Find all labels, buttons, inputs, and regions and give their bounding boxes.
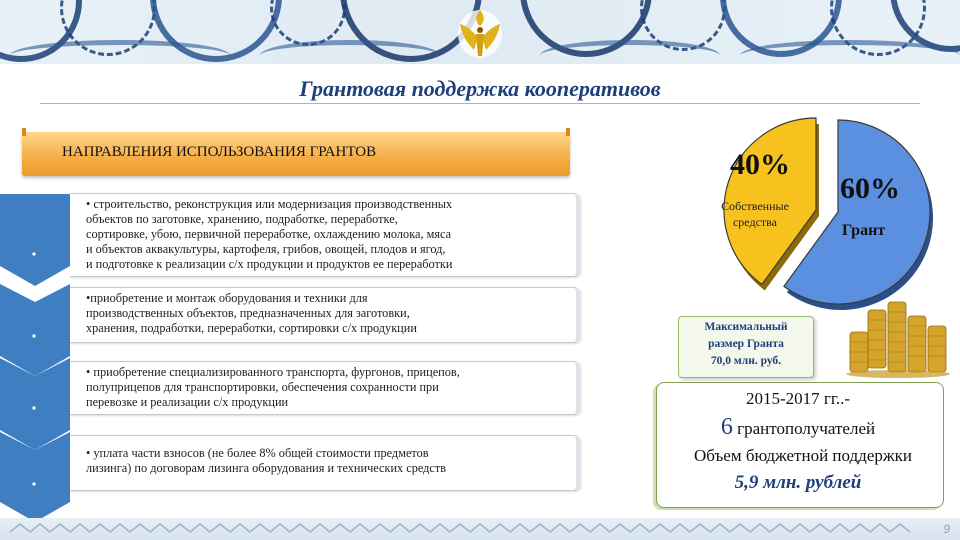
item-text-line: • уплата части взносов (не более 8% общей стоимости предметов bbox=[86, 446, 429, 460]
budget-value: 5,9 млн. рублей bbox=[734, 472, 862, 493]
item-text-line: и подготовке к реализации с/х продукции и продуктов ее переработки bbox=[86, 257, 453, 271]
decorative-footer-band bbox=[0, 518, 960, 540]
item-text-line: объектов по заготовке, хранению, подработке, переработке, bbox=[86, 212, 398, 226]
list-chevron bbox=[0, 194, 70, 286]
title-divider bbox=[40, 103, 920, 104]
item-text-line: • строительство, реконструкция или модернизация производственных bbox=[86, 197, 453, 211]
item-text-line: сортировке, убою, первичной переработке, охлаждению молока, мяса bbox=[86, 227, 452, 241]
summary-recipients bbox=[650, 414, 946, 441]
own-funds-label bbox=[706, 198, 804, 230]
item-text-line: лизинга) по договорам лизинга оборудования и технических средств bbox=[86, 461, 447, 475]
max-grant-line: размер Гранта bbox=[708, 338, 784, 350]
item-text-line: •приобретение и монтаж оборудования и техники для bbox=[86, 291, 368, 305]
list-item bbox=[70, 361, 580, 415]
grant-label: Грант bbox=[842, 222, 886, 239]
item-text-line: производственных объектов, предназначенных для заготовки, bbox=[86, 306, 410, 320]
list-item bbox=[70, 435, 580, 491]
budget-label: Объем бюджетной поддержки bbox=[694, 446, 912, 465]
directions-heading: НАПРАВЛЕНИЯ ИСПОЛЬЗОВАНИЯ ГРАНТОВ bbox=[62, 144, 377, 160]
summary-period: 2015-2017 гг..- bbox=[745, 389, 851, 408]
page-title: Грантовая поддержка кооперативов bbox=[299, 76, 661, 101]
item-text-line: хранения, подработки, переработки, сортировки с/х продукции bbox=[86, 321, 417, 335]
grant-percent: 60% bbox=[840, 172, 900, 205]
item-text-line: • приобретение специализированного транспорта, фургонов, прицепов, bbox=[86, 365, 460, 379]
item-text-line: полуприцепов для транспортировки, обеспечения сохранности при bbox=[86, 380, 439, 394]
recipients-count: 6 bbox=[720, 414, 733, 440]
list-chevron bbox=[0, 432, 70, 524]
item-text-line: и объектов аквакультуры, картофеля, грибов, овощей, плодов и ягод, bbox=[86, 242, 446, 256]
own-funds-label-line: Собственные bbox=[721, 199, 789, 213]
item-text-line: перевозке и реализации с/х продукции bbox=[86, 395, 289, 409]
recipients-label: грантополучателей bbox=[732, 419, 876, 438]
footer-ornament bbox=[10, 522, 910, 536]
own-funds-percent: 40% bbox=[730, 148, 790, 181]
list-item bbox=[70, 287, 580, 343]
list-item bbox=[70, 193, 580, 277]
max-grant-line: Максимальный bbox=[704, 321, 788, 333]
coins-stack-icon bbox=[838, 298, 958, 378]
bird-emblem-icon bbox=[452, 4, 508, 62]
directions-banner bbox=[22, 132, 570, 176]
own-funds-label-line: средства bbox=[732, 215, 777, 229]
page-number: 9 bbox=[943, 522, 950, 536]
max-grant-line: 70,0 млн. руб. bbox=[710, 355, 782, 367]
max-grant-badge bbox=[678, 316, 814, 378]
